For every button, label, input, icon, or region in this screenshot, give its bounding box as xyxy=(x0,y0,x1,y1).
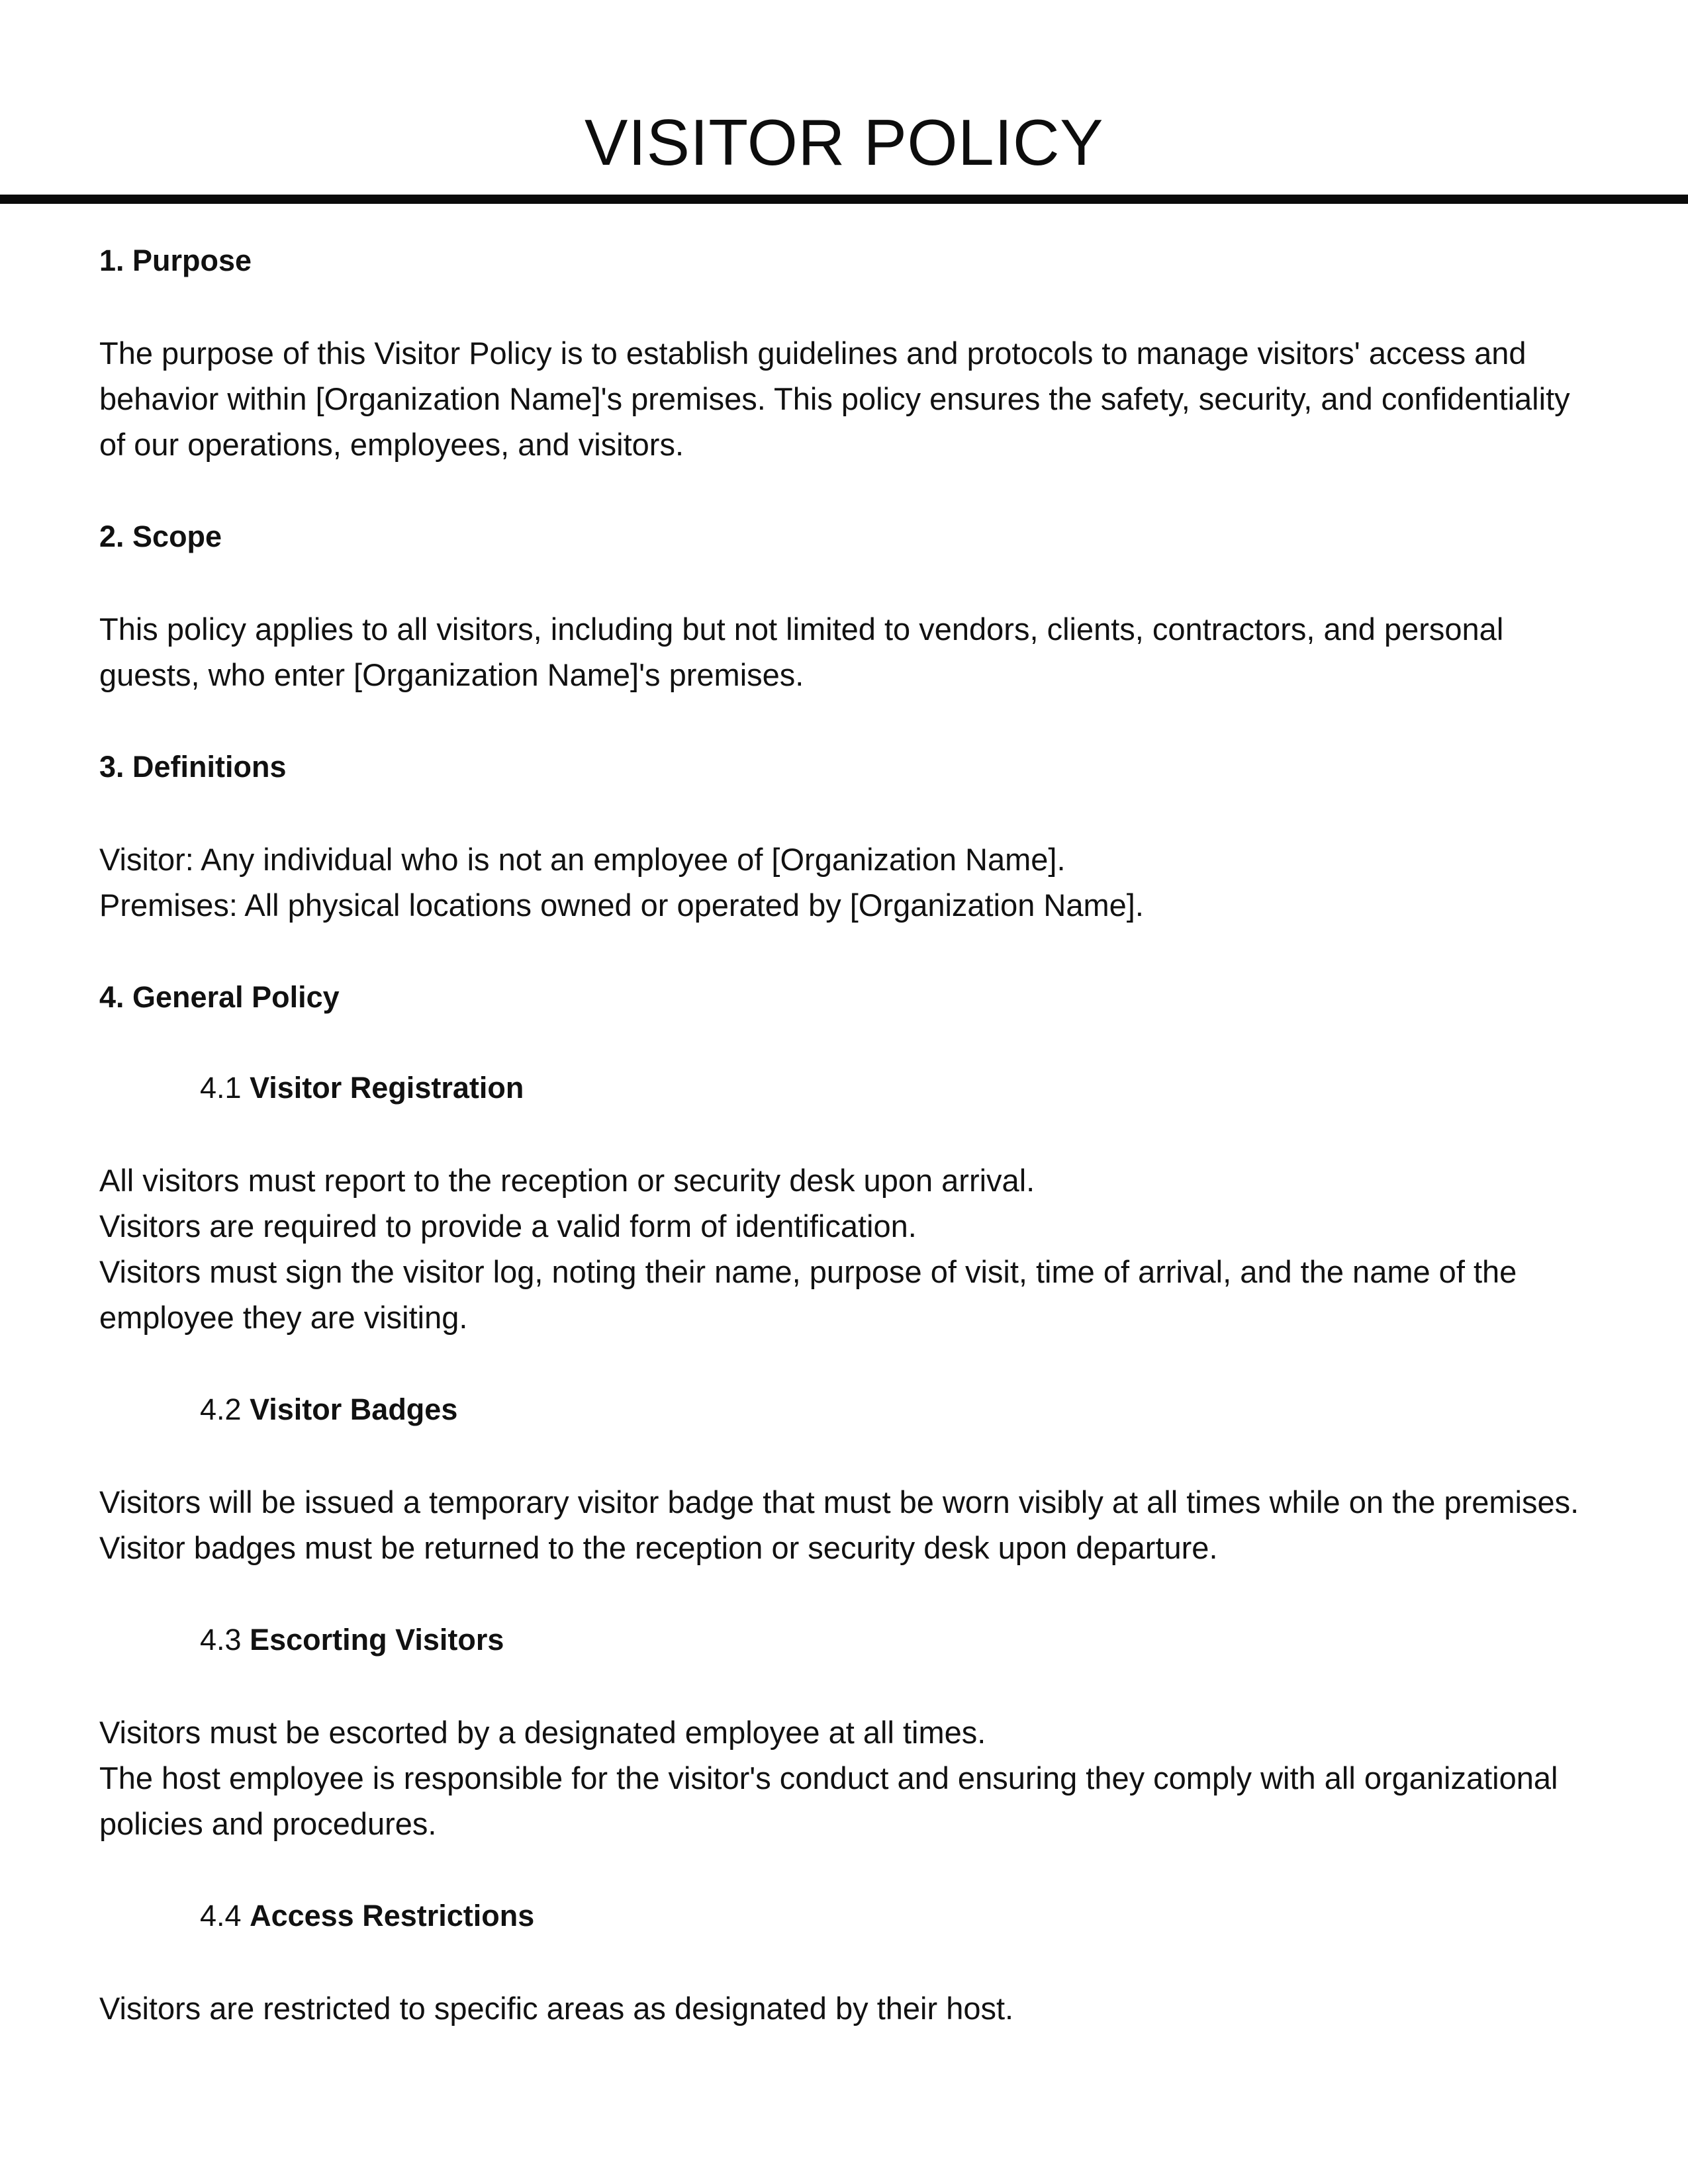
badges-line: Visitor badges must be returned to the reception or security desk upon departure. xyxy=(99,1530,1218,1565)
subsection-heading-escorting-visitors xyxy=(99,1619,1595,1661)
subsection-number: 4.2 xyxy=(200,1392,242,1426)
access-line: Visitors are restricted to specific areas as designated by their host. xyxy=(99,1991,1014,2026)
registration-line: All visitors must report to the reception or security desk upon arrival. xyxy=(99,1163,1035,1198)
subsection-heading-visitor-badges xyxy=(99,1388,1595,1431)
registration-line: Visitors must sign the visitor log, noting their name, purpose of visit, time of arrival, and the name of the employee they are visiting. xyxy=(99,1254,1517,1335)
badges-line: Visitors will be issued a temporary visitor badge that must be worn visibly at all times while on the premises. xyxy=(99,1484,1579,1520)
subsection-label: Visitor Badges xyxy=(250,1392,458,1426)
purpose-paragraph: The purpose of this Visitor Policy is to establish guidelines and protocols to manage visitors' access and behavior within [Organization Name]'s premises. This policy ensures the safety, security, and confidentiality of our operations, employees, and visitors. xyxy=(99,336,1570,462)
escorting-line: The host employee is responsible for the visitor's conduct and ensuring they comply with all organizational policies and procedures. xyxy=(99,1760,1558,1841)
section-heading-scope: 2. Scope xyxy=(99,520,222,553)
section-heading-general-policy: 4. General Policy xyxy=(99,980,340,1014)
subsection-label: Access Restrictions xyxy=(250,1899,535,1933)
subsection-label: Escorting Visitors xyxy=(250,1623,504,1657)
subsection-label: Visitor Registration xyxy=(250,1071,524,1105)
definition-premises: Premises: All physical locations owned or operated by [Organization Name]. xyxy=(99,887,1144,923)
section-heading-definitions: 3. Definitions xyxy=(99,750,287,784)
subsection-heading-access-restrictions xyxy=(99,1895,1595,1937)
page-title: VISITOR POLICY xyxy=(585,106,1103,179)
subsection-heading-visitor-registration xyxy=(99,1067,1595,1109)
subsection-number: 4.1 xyxy=(200,1071,242,1105)
document-body xyxy=(99,240,1595,2031)
subsection-number: 4.3 xyxy=(200,1623,242,1657)
title-divider xyxy=(0,195,1688,204)
registration-line: Visitors are required to provide a valid form of identification. xyxy=(99,1208,917,1244)
scope-paragraph: This policy applies to all visitors, including but not limited to vendors, clients, contractors, and personal guests, who enter [Organization Name]'s premises. xyxy=(99,612,1504,692)
escorting-line: Visitors must be escorted by a designated employee at all times. xyxy=(99,1715,986,1750)
section-heading-purpose: 1. Purpose xyxy=(99,244,252,277)
subsection-number: 4.4 xyxy=(200,1899,242,1933)
definition-visitor: Visitor: Any individual who is not an employee of [Organization Name]. xyxy=(99,842,1066,877)
